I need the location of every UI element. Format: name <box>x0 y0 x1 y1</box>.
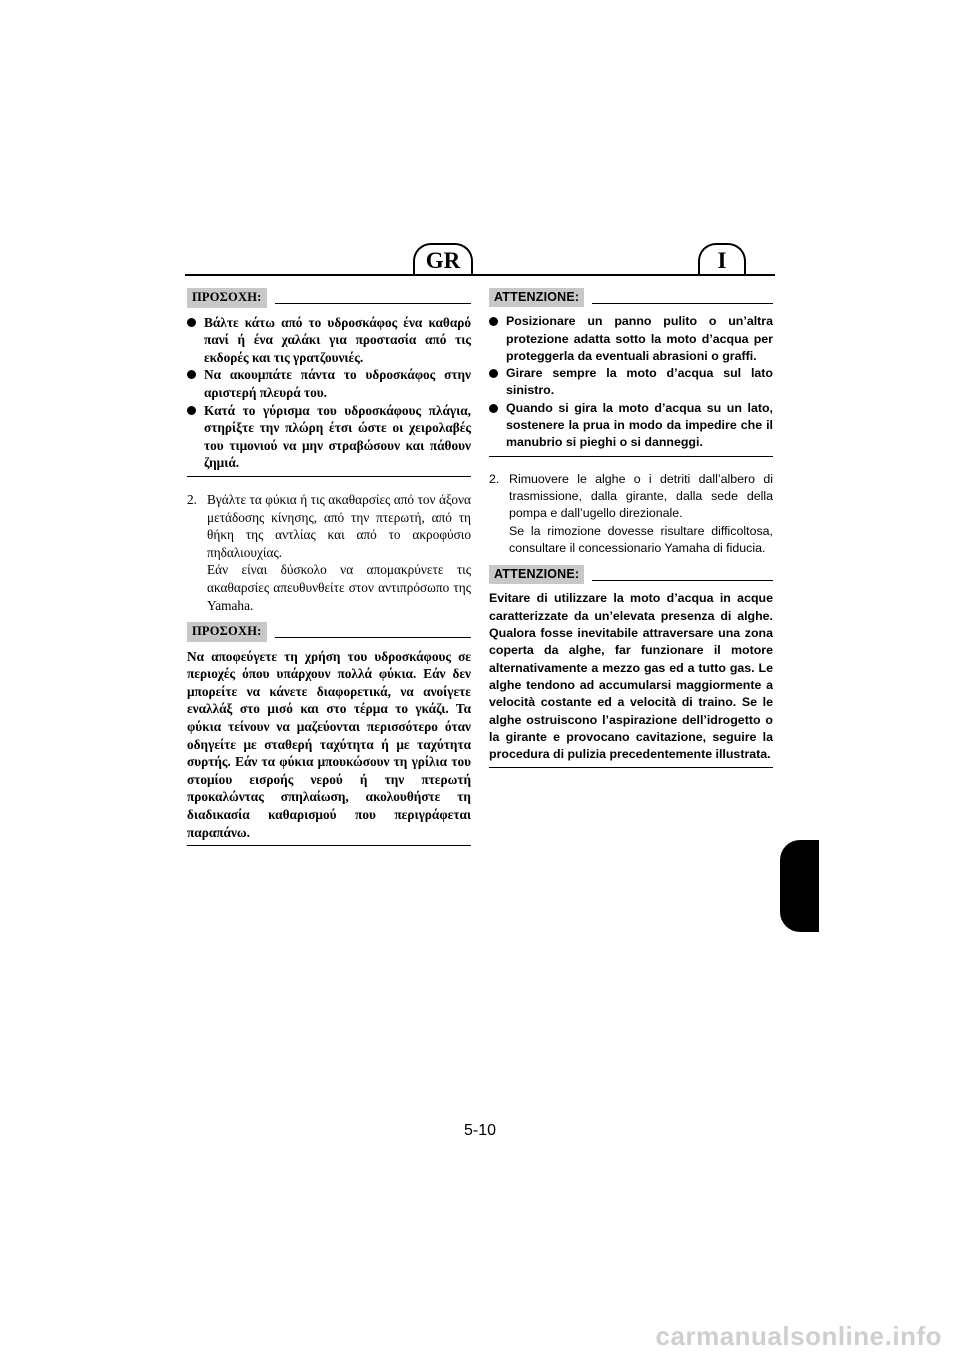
warning-text: Evitare di utilizzare la moto d’acqua in acque caratterizzate da un’elevata presenza di alghe. Qualora fosse inevitabile attraversare una zona coperta da alghe, far funzionare il motore alternativamente a mezzo gas ed a tutto gas. Le alghe tendono ad accumularsi maggiormente a velocità costante ed a velocità di traino. Se le alghe ostruiscono l’aspirazione dell’idrogetto o la girante e provocano cavitazione, seguire la procedura di pulizia precedentemente illustrata. <box>489 591 773 762</box>
divider <box>187 476 471 477</box>
step-number: 2. <box>187 491 197 507</box>
divider <box>187 845 471 846</box>
list-item: Posizionare un panno pulito o un’altra protezione adatta sotto la moto d’acqua per proteggerla da eventuali abrasioni o graffi. <box>489 313 773 365</box>
bullet-icon <box>489 404 498 413</box>
list-item: Girare sempre la moto d’acqua sul lato sinistro. <box>489 365 773 400</box>
divider <box>592 303 773 304</box>
header-rule <box>185 274 775 276</box>
italian-warning2-heading <box>489 565 773 584</box>
step-number: 2. <box>489 471 500 486</box>
list-item: Βάλτε κάτω από το υδροσκάφος ένα καθαρό πανί ή ένα χαλάκι για προστασία από τις εκδορές και τις γρατζουνιές. <box>187 314 471 367</box>
italian-column <box>489 288 773 768</box>
bullet-icon <box>187 318 196 327</box>
warning-label: ΠΡΟΣΟΧΗ: <box>187 288 267 308</box>
step-note: Se la rimozione dovesse risultare difficoltosa, consultare il concessionario Yamaha di fiducia. <box>509 523 773 555</box>
section-thumb-tab <box>780 840 819 932</box>
italian-warning1-heading <box>489 288 773 307</box>
divider <box>275 637 472 638</box>
language-header <box>185 243 775 279</box>
divider <box>275 303 472 304</box>
warning-label: ATTENZIONE: <box>489 565 584 584</box>
italian-step-2 <box>489 471 773 557</box>
bullet-icon <box>489 369 498 378</box>
warning-text: Να αποφεύγετε τη χρήση του υδροσκάφους σε περιοχές όπου υπάρχουν πολλά φύκια. Εάν δεν μπορείτε να κάνετε διαφορετικά, να ανοίγετε εναλλάξ στο μισό και στο τέρμα το γκάζι. Τα φύκια τείνουν να μαζεύονται περισσότερο όταν οδηγείτε με σταθερή ταχύτητα ή με ταχύτητα συρτής. Εάν τα φύκια μπουκώσουν τη γρίλια του στομίου εισροής νερού ή την πτερωτή προκαλώντας σπηλαίωση, ακολουθήστε τη διαδικασία καθαρισμού που περιγράφεται παραπάνω. <box>187 648 471 840</box>
divider <box>489 767 773 768</box>
italian-warning1-list <box>489 313 773 451</box>
list-item: Quando si gira la moto d’acqua su un lato, sostenere la prua in modo da impedire che il manubrio si pieghi o si danneggi. <box>489 400 773 452</box>
greek-column <box>187 288 471 846</box>
warning-label: ΠΡΟΣΟΧΗ: <box>187 622 267 642</box>
bullet-icon <box>187 370 196 379</box>
warning-label: ATTENZIONE: <box>489 288 584 307</box>
divider <box>592 580 773 581</box>
greek-warning2-heading <box>187 622 471 642</box>
page-number: 5-10 <box>463 1122 497 1139</box>
watermark: carmanualsonline.info <box>655 1321 942 1351</box>
greek-warning2 <box>187 622 471 846</box>
divider <box>489 456 773 457</box>
bullet-icon <box>187 406 196 415</box>
step-text: Βγάλτε τα φύκια ή τις ακαθαρσίες από τον άξονα μετάδοσης κίνησης, από την πτερωτή, από τη θήκη της αντλίας και από το ακροφύσιο πηδαλιουχίας. <box>207 491 471 560</box>
step-note: Εάν είναι δύσκολο να απομακρύνετε τις ακαθαρσίες απευθυνθείτε στον αντιπρόσωπο της Yamaha. <box>207 562 471 613</box>
step-text: Rimuovere le alghe o i detriti dall’albero di trasmissione, dalla girante, dalla sede della pompa e dall’ugello direzionale. <box>509 471 773 521</box>
greek-step-2 <box>187 491 471 614</box>
list-item: Να ακουμπάτε πάντα το υδροσκάφος στην αριστερή πλευρά του. <box>187 366 471 401</box>
bullet-icon <box>489 317 498 326</box>
italian-warning2 <box>489 565 773 768</box>
lang-badge-italian: I <box>698 243 746 274</box>
greek-warning1-list <box>187 314 471 472</box>
greek-warning1-heading <box>187 288 471 308</box>
lang-badge-greek: GR <box>413 243 473 274</box>
list-item: Κατά το γύρισμα του υδροσκάφους πλάγια, στηρίξτε την πλώρη έτσι ώστε οι χειρολαβές του τιμονιού να μην στραβώσουν και πάθουν ζημιά. <box>187 402 471 472</box>
